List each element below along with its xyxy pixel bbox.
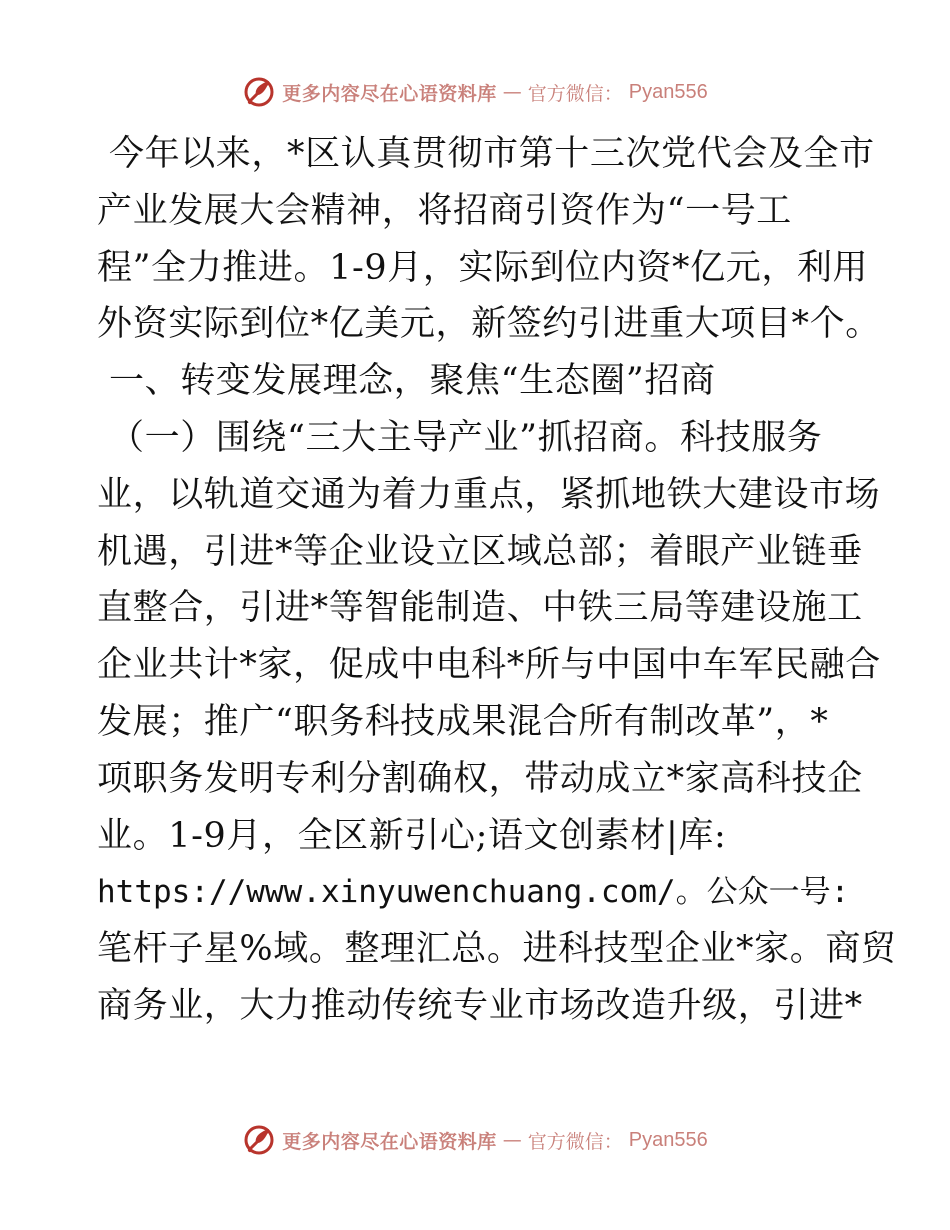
header-watermark: [0, 72, 950, 112]
text-line: 笔杆子星%域。整理汇总。进科技型企业*家。商贸: [97, 929, 897, 970]
watermark-wechat-id: Pyan556: [628, 1128, 708, 1151]
watermark-separator: —: [502, 81, 522, 103]
url-line: https://www.xinyuwenchuang.com/。公众一号:: [97, 874, 850, 911]
text-line: 项职务发明专利分割确权，带动成立*家高科技企: [97, 758, 863, 799]
text-line: 外资实际到位*亿美元，新签约引进重大项目*个。: [97, 304, 881, 345]
watermark-wechat-id: Pyan556: [628, 80, 708, 103]
document-body: [97, 126, 897, 1035]
watermark-official-label: 官方微信：: [527, 82, 623, 105]
text-line: 产业发展大会精神，将招商引资作为“一号工: [97, 190, 792, 231]
footer-watermark: [0, 1120, 950, 1160]
text-line: 直整合，引进*等智能制造、中铁三局等建设施工: [97, 588, 863, 629]
text-line: 商务业，大力推动传统专业市场改造升级，引进*: [97, 985, 863, 1026]
text-line: 发展；推广“职务科技成果混合所有制改革”，*: [97, 701, 829, 742]
quill-logo-icon: [242, 1123, 276, 1157]
quill-logo-icon: [242, 75, 276, 109]
watermark-official-label: 官方微信：: [527, 1130, 623, 1153]
section-heading: 一、转变发展理念，聚焦“生态圈”招商: [109, 361, 716, 402]
watermark-site-text: 更多内容尽在心语资料库: [282, 82, 497, 105]
watermark-site-text: 更多内容尽在心语资料库: [282, 1130, 497, 1153]
text-line: 程”全力推进。1-9月，实际到位内资*亿元，利用: [97, 247, 869, 288]
text-line: 企业共计*家，促成中电科*所与中国中车军民融合: [97, 645, 881, 686]
text-line: 今年以来，*区认真贯彻市第十三次党代会及全市: [109, 134, 875, 174]
watermark-separator: —: [502, 1129, 522, 1151]
text-line: 业，以轨道交通为着力重点，紧抓地铁大建设市场: [97, 474, 881, 515]
text-line: 业。1-9月，全区新引心;语文创素材|库:: [97, 815, 727, 856]
subsection-line: （一）围绕“三大主导产业”抓招商。科技服务: [109, 417, 823, 458]
text-line: 机遇，引进*等企业设立区域总部；着眼产业链垂: [97, 531, 863, 572]
